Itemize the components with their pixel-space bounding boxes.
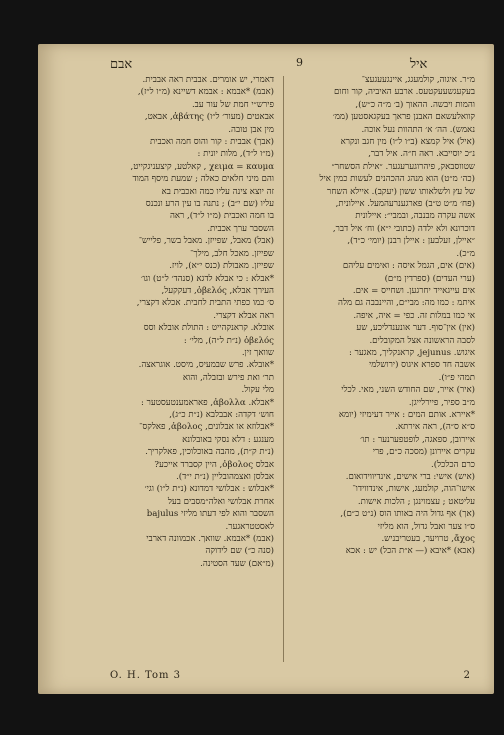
text-line: (ערי העדים) (ספרדין מ״ם): [384, 273, 475, 284]
text-line: שפייזן. מאבולת (כנס י״א), לויז.: [169, 261, 274, 272]
text-line: (איש) אישי: ברי אישים, אינדיווידואום.: [345, 472, 475, 482]
page-number: 9: [296, 56, 303, 69]
text-line: איתמ : כמו מה: מבי״ם, והיינבבה גם מלה: [338, 298, 475, 309]
text-line: ״איילן, זעלבען : איילן רבנן (יומי׳ כ״ד),: [347, 236, 475, 247]
text-line: (סנה כ״) שם לידוקה: [205, 546, 274, 557]
text-line: *אבלא : כי אבלא לדגא (סנהד׳ ל״ט) וגו׳: [140, 273, 274, 284]
text-line: והמות ויבשה. ההאוך (ב׳ מ״ה כ״ש),: [355, 99, 475, 110]
running-head-left: אבם: [110, 57, 133, 72]
text-line: והם מיני חלאים כאלה ; שמעת מיסף המוד: [132, 174, 274, 185]
text-line: שטווסבאק, פיהרוגערעגער. ״אילת הסשחר״: [331, 161, 475, 172]
text-line: בעקעגשעעקטעס. ארבע האיביה, קור וחום: [334, 87, 475, 98]
text-line: עקרים איירונן (מסכה כ״ם, פרי: [372, 447, 475, 458]
sheet-number: 2: [463, 670, 470, 681]
text-line: מין אבן טובה.: [228, 124, 274, 135]
text-line: ס״ו צער ואבל גדול, הוא מליזי: [377, 521, 475, 532]
text-line: אים עייגאייד יחרגען. ושחייס = אים.: [352, 285, 475, 296]
text-line: ὀβελός (נ״ת ל״ה), מלי׳ :: [183, 335, 274, 346]
text-line: אשה עקרה מבנבה, ובמבי״: איילונית: [355, 211, 475, 222]
text-line: (איל) איל קמצא (ב״ו ל״ו) מין חגב ונקרא: [340, 137, 475, 148]
right-column-text: [295, 74, 475, 634]
text-line: איגוש. jejunus, קראנקליך, מאגער :: [348, 347, 475, 358]
printer-signature: O. H. Tom 3: [110, 670, 181, 681]
text-line: כרם הכלכל).: [431, 459, 475, 470]
text-line: *אבלוש : אבלושי דמדונא (נ״ת ל״ו) וגי׳: [144, 484, 274, 495]
running-head-right: איל: [410, 57, 428, 72]
text-line: מענגע : דלא נסקי באובלונא: [182, 434, 274, 445]
text-line: תר׳ ואת פירש ובזבלה, והוא: [182, 372, 274, 383]
text-line: (מ״ו ל״ד), מלות יונית :: [197, 149, 274, 160]
text-line: *אבלא. ἀβολλα, פאראמענטעסטער :: [140, 397, 274, 408]
text-line: (אבך) אבבית : קור והוס חמה ואכבית: [149, 137, 274, 148]
text-line: אחרת אבלושי ואלה״מסבים בעל: [167, 496, 274, 507]
text-line: עליטאט ; עצמוינגן ; הלכות אישות.: [357, 496, 475, 507]
text-line: *אובלא. פרש שבמעיס, מיסט. אוגראצה.: [138, 360, 274, 371]
text-line: זה יוצא צינה עליו כמה ואכבית בא: [161, 186, 274, 197]
text-line: אבאטים (מעור׳ ל״ו) ἀβάτης, אבאט,: [144, 112, 274, 123]
text-line: ἄχος, טרויער, בעטריבניש.: [381, 534, 475, 545]
page-footer: [110, 670, 470, 681]
text-line: אובלא. קראנקהייט : התולת אובלא וסס: [143, 323, 274, 334]
text-line: עליו (שם י״ב) ; נתנה בו עין הרע ונכנס: [145, 199, 274, 210]
text-line: אבלסן ואצמהובליין (נ״ת י״ד).: [176, 472, 274, 482]
text-line: אבלס ὀβολος, היין קסברד אייכע?: [154, 459, 274, 470]
text-line: ראה אבלא דקצרי.: [213, 310, 274, 321]
text-line: (כה׳ מ״ט) הוא מנהג ההכהנים לעשות כמין איל: [319, 174, 475, 185]
text-line: (מ״אם) שעד הסטינה.: [200, 558, 274, 569]
text-line: (איר) אייר, שם החודש השני, מאי. לכלי: [341, 385, 475, 396]
text-line: איירובן, ספאגה, לופטפערנער : תו׳: [360, 434, 475, 445]
text-line: אי כמו במלות זה. כפי = איה, איפה.: [353, 310, 475, 321]
text-line: (פח׳ מ״ט ט״ב) פארגענרעהמעל. איילונית,: [335, 199, 475, 210]
text-line: פירש״י חמת של עור עב.: [191, 99, 274, 110]
text-line: שפייזן. מאכל חלב, מילך־: [190, 248, 274, 259]
text-line: לסבה הראשונה אצל המקובלים.: [369, 335, 475, 346]
text-line: ס׳ כמו כפתי התבית לחבית. אכלא דקצרי,: [136, 298, 274, 309]
text-line: (אבמ) *אבמא : אבמא דשיינא (מ״ו ל״ז),: [137, 87, 274, 98]
book-page: [38, 44, 494, 694]
text-line: שוואך זין.: [241, 347, 274, 358]
text-line: χειμα = καυμα , קאלטע, קיצעניגקייט,: [130, 161, 274, 172]
text-line: תמהי פ״ו).: [438, 372, 475, 383]
text-line: לאסטטראגער.: [225, 521, 274, 532]
text-line: אישו־הוה, קולמעג, אישות, אינדווידו־: [352, 484, 475, 495]
text-line: מ״ר. איגוה, קולמעגג, איינגעעגעצ־: [361, 75, 475, 85]
text-line: (נ״ת ק״ת), מהבה באוכלוכין, פאלקריך.: [145, 447, 274, 458]
text-line: קוואלעשאם האבנן פראך בעקגאסטען (ממ׳: [332, 112, 475, 123]
left-column-text: [94, 74, 274, 634]
text-line: דוכרונא ולא ילדה (כתובי י״א) וח׳ איל דבר,: [332, 223, 475, 234]
column-divider: [283, 76, 284, 662]
text-line: העירך אבלא, ὀβελός, דעקקעל,: [161, 285, 274, 296]
text-line: *איירא. אותם המים : אייר דעימיזי (יומא: [338, 409, 475, 420]
text-line: מלי עקול.: [241, 385, 274, 396]
text-line: *אבלוזא או אבלונים, ἀβολος, פאלקס־: [139, 422, 274, 433]
text-line: נאמש). הה׳ א׳ התהוות נעל אוכה.: [361, 124, 475, 135]
text-line: (אין) אין־סוף. דער אונענדליכע, שע: [356, 323, 475, 334]
text-line: אשבה חד ספרא איגוס (ירושלמי: [368, 360, 475, 371]
text-line: (אבמ) *אבמא. שוואך. אכמוונה דארבי: [146, 534, 274, 545]
text-line: נ״כ יוסייבא. ראה ח״ה. איל דבר,: [368, 149, 475, 160]
text-line: ס״א ס״ה), ראה אירתא.: [395, 422, 475, 433]
text-line: (אכא) *איבא (— א״ת הכל) יש : אכא: [345, 546, 475, 557]
text-line: (אבל) מאבל, שפייזן. מאבל בשר, פלייש־: [138, 236, 274, 247]
text-line: מ״ב ספיר, פיירלייגן.: [408, 397, 475, 408]
text-line: (אך) אף גדול היה באותו הוס (נ״ט כ״ם),: [340, 509, 475, 520]
text-line: השסבר ערך אכבית.: [207, 223, 274, 234]
text-line: (אים) אים, הגמל איסה : ואימים עליהם: [342, 261, 475, 272]
text-line: דאמרי, יש אומרים. אבבית ראה אבבית.: [142, 75, 274, 85]
text-line: של עץ ולשלאותו ששון (יעקב). איילא השחר: [327, 186, 475, 197]
text-line: מ״כ).: [456, 248, 475, 259]
text-line: בו חמה ואכבית (מ״ו ל״ד), ראה: [169, 211, 274, 222]
text-line: חוש׳ דקדה: אבבלבא (נ״ת כ״ג),: [169, 409, 274, 420]
text-line: השסבר והוא לפי דעתו מליזי bajulus: [146, 509, 274, 520]
